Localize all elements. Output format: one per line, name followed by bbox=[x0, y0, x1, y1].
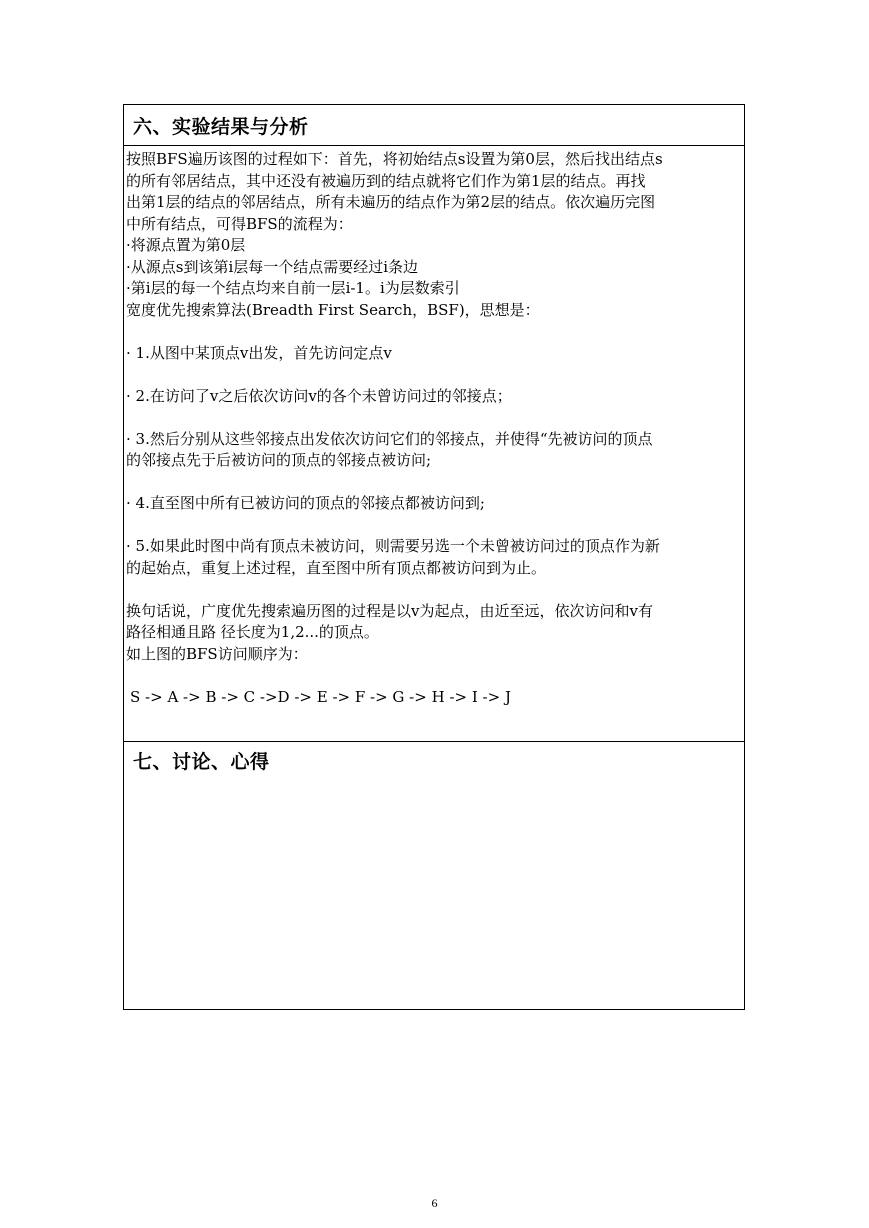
bfs-visit-sequence: S -> A -> B -> C ->D -> E -> F -> G -> H -> I -> J bbox=[130, 687, 511, 706]
result-line: 换句话说，广度优先搜索遍历图的过程是以v为起点，由近至远，依次访问和v有 bbox=[126, 601, 653, 620]
result-line: 按照BFS遍历该图的过程如下：首先，将初始结点s设置为第0层，然后找出结点s bbox=[126, 150, 663, 168]
result-line bbox=[126, 364, 742, 386]
section-7-title: 七、讨论、心得 bbox=[133, 751, 270, 773]
result-line: 的邻接点先于后被访问的顶点的邻接点被访问; bbox=[126, 451, 432, 469]
result-line: 路径相通且路 径长度为1,2...的顶点。 bbox=[126, 623, 379, 641]
result-line bbox=[126, 515, 742, 537]
result-line bbox=[126, 579, 742, 601]
result-line: · 3.然后分别从这些邻接点出发依次访问它们的邻接点，并使得“先被访问的顶点 bbox=[126, 429, 653, 448]
result-line bbox=[126, 472, 742, 494]
report-table bbox=[123, 104, 745, 1010]
result-line bbox=[126, 665, 742, 687]
result-line: 出第1层的结点的邻居结点，所有未遍历的结点作为第2层的结点。依次遍历完图 bbox=[126, 193, 656, 211]
result-line: 的所有邻居结点，其中还没有被遍历到的结点就将它们作为第1层的结点。再找 bbox=[126, 171, 646, 190]
result-line: ·第i层的每一个结点均来自前一层i-1。i为层数索引 bbox=[126, 279, 460, 297]
result-line: ·从源点s到该第i层每一个结点需要经过i条边 bbox=[126, 257, 419, 276]
result-line: 如上图的BFS访问顺序为： bbox=[126, 644, 308, 663]
section-6-header bbox=[124, 105, 744, 146]
result-line: · 5.如果此时图中尚有顶点未被访问，则需要另选一个未曾被访问过的顶点作为新 bbox=[126, 537, 660, 555]
result-line: ·将源点置为第0层 bbox=[126, 236, 246, 254]
section-7-cell bbox=[124, 742, 744, 1009]
result-line: 的起始点，重复上述过程，直至图中所有顶点都被访问到为止。 bbox=[126, 558, 547, 577]
result-line: · 1.从图中某顶点v出发，首先访问定点v bbox=[126, 343, 392, 362]
result-line bbox=[126, 321, 742, 343]
section-6-body bbox=[124, 146, 744, 742]
result-line: · 2.在访问了v之后依次访问v的各个未曾访问过的邻接点； bbox=[126, 386, 512, 405]
page-number: 6 bbox=[431, 1196, 438, 1210]
result-line: 宽度优先搜索算法(Breadth First Search，BSF)，思想是： bbox=[126, 300, 540, 319]
result-line bbox=[126, 407, 742, 429]
section-6-title: 六、实验结果与分析 bbox=[133, 116, 309, 138]
result-line: 中所有结点，可得BFS的流程为： bbox=[126, 214, 353, 233]
result-line: · 4.直至图中所有已被访问的顶点的邻接点都被访问到; bbox=[126, 494, 485, 512]
